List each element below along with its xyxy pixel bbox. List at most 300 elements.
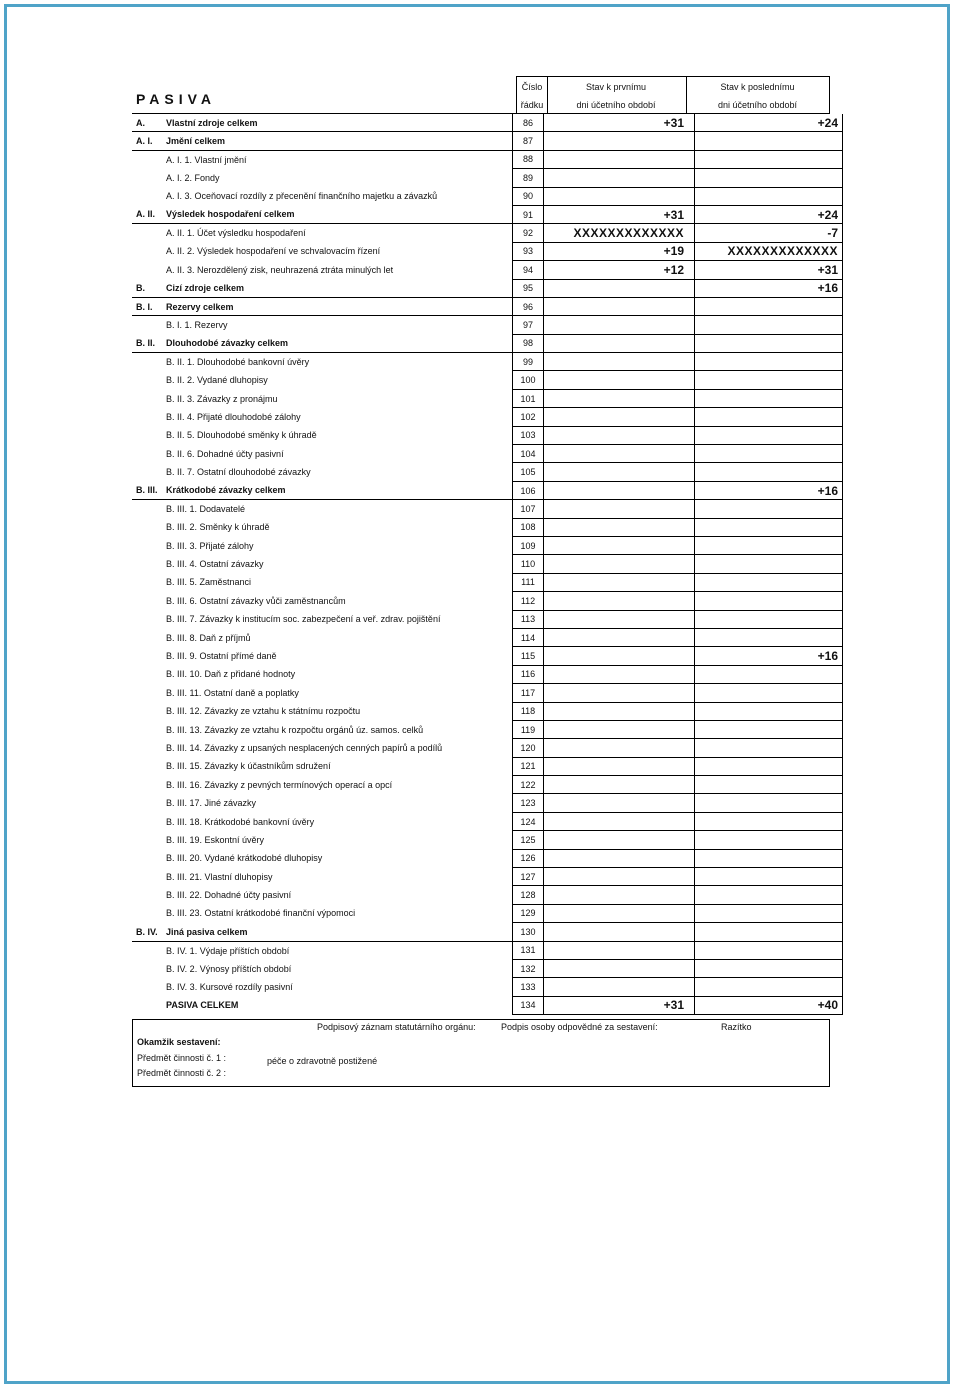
activity2-label: Předmět činnosti č. 2 :: [137, 1068, 227, 1079]
row-number: 131: [513, 941, 544, 959]
row-value-first-day: [544, 187, 695, 205]
table-row: [132, 408, 843, 426]
column-header-last-day: [686, 76, 830, 114]
row-value-last-day: [695, 518, 843, 536]
table-header: [132, 76, 830, 114]
row-code: B. IV.: [132, 923, 166, 941]
row-number: 126: [513, 849, 544, 867]
table-row: [132, 849, 843, 867]
row-code: [132, 371, 166, 389]
row-value-first-day: [544, 886, 695, 904]
row-name: B. III. 7. Závazky k institucím soc. zabezpečení a veř. zdrav. pojištění: [166, 614, 441, 625]
table-row: [132, 224, 843, 242]
table-row: [132, 150, 843, 168]
row-code: [132, 261, 166, 279]
row-number: 93: [513, 242, 544, 260]
row-name: B. II. 2. Vydané dluhopisy: [166, 375, 268, 386]
row-number: 103: [513, 426, 544, 444]
row-code: [132, 187, 166, 205]
row-value-last-day: [695, 353, 843, 371]
row-name: B. III. 5. Zaměstnanci: [166, 577, 252, 588]
row-value-first-day: [544, 389, 695, 407]
column-header-row-number-line2: řádku: [520, 100, 544, 110]
row-value-first-day: [544, 978, 695, 996]
row-code: [132, 665, 166, 683]
row-code: [132, 776, 166, 794]
table-row: [132, 923, 843, 941]
row-value-first-day: [544, 610, 695, 628]
row-value-last-day: [695, 812, 843, 830]
row-code: [132, 702, 166, 720]
row-value-last-day: +16: [695, 647, 843, 665]
row-value-first-day: +31: [544, 996, 695, 1014]
row-value-last-day: -7: [695, 224, 843, 242]
row-number: 107: [513, 500, 544, 518]
pasiva-table-body: [132, 114, 843, 1015]
row-number: 132: [513, 959, 544, 977]
row-value-last-day: +40: [695, 996, 843, 1014]
row-value-last-day: +24: [695, 205, 843, 223]
row-code: [132, 500, 166, 518]
row-number: 90: [513, 187, 544, 205]
row-value-last-day: [695, 868, 843, 886]
row-code: [132, 426, 166, 444]
row-value-first-day: [544, 959, 695, 977]
row-value-last-day: [695, 500, 843, 518]
row-number: 123: [513, 794, 544, 812]
table-row: [132, 555, 843, 573]
row-code: [132, 150, 166, 168]
stamp-label: Razítko: [721, 1022, 752, 1033]
row-code: [132, 647, 166, 665]
table-row: [132, 445, 843, 463]
row-value-last-day: +24: [695, 114, 843, 132]
row-value-first-day: [544, 353, 695, 371]
row-code: [132, 904, 166, 922]
row-value-first-day: [544, 757, 695, 775]
row-name: Rezervy celkem: [166, 297, 513, 315]
row-code: [132, 886, 166, 904]
row-name: B. III. 12. Závazky ze vztahu k státnímu rozpočtu: [166, 706, 361, 717]
row-code: [132, 610, 166, 628]
row-value-last-day: [695, 739, 843, 757]
row-number: 117: [513, 684, 544, 702]
row-name: B. III. 20. Vydané krátkodobé dluhopisy: [166, 853, 323, 864]
row-name: Krátkodobé závazky celkem: [166, 481, 513, 499]
row-value-first-day: [544, 831, 695, 849]
row-value-last-day: [695, 628, 843, 646]
table-row: [132, 684, 843, 702]
table-row: [132, 665, 843, 683]
row-value-first-day: [544, 739, 695, 757]
column-header-last-day-line2: dni účetního období: [717, 100, 798, 110]
row-code: [132, 996, 166, 1014]
table-row: [132, 647, 843, 665]
row-number: 94: [513, 261, 544, 279]
row-code: B. I.: [132, 297, 166, 315]
row-number: 134: [513, 996, 544, 1014]
row-value-first-day: [544, 720, 695, 738]
row-value-last-day: [695, 831, 843, 849]
row-value-last-day: [695, 334, 843, 352]
row-code: B. III.: [132, 481, 166, 499]
row-value-first-day: +12: [544, 261, 695, 279]
row-value-last-day: [695, 904, 843, 922]
row-code: [132, 684, 166, 702]
row-name: B. II. 5. Dlouhodobé směnky k úhradě: [166, 430, 317, 441]
table-row: [132, 500, 843, 518]
row-number: 113: [513, 610, 544, 628]
row-value-first-day: [544, 132, 695, 150]
row-value-last-day: +31: [695, 261, 843, 279]
signature-footer: [132, 1019, 830, 1087]
row-value-last-day: [695, 665, 843, 683]
table-row: [132, 573, 843, 591]
table-row: [132, 739, 843, 757]
row-code: [132, 224, 166, 242]
table-row: [132, 868, 843, 886]
row-name: B. III. 19. Eskontní úvěry: [166, 834, 265, 845]
row-value-first-day: [544, 684, 695, 702]
row-code: [132, 831, 166, 849]
row-code: [132, 794, 166, 812]
row-code: [132, 536, 166, 554]
table-row: [132, 114, 843, 132]
signature-responsible-label: Podpis osoby odpovědné za sestavení:: [501, 1022, 658, 1033]
table-row: [132, 978, 843, 996]
table-row: [132, 518, 843, 536]
row-number: 104: [513, 445, 544, 463]
row-name: Dlouhodobé závazky celkem: [166, 334, 513, 352]
row-number: 115: [513, 647, 544, 665]
signature-statutory-label: Podpisový záznam statutárního orgánu:: [317, 1022, 476, 1033]
row-code: [132, 408, 166, 426]
row-value-last-day: [695, 389, 843, 407]
row-number: 98: [513, 334, 544, 352]
row-number: 108: [513, 518, 544, 536]
table-row: [132, 757, 843, 775]
row-name: A. I. 1. Vlastní jmění: [166, 154, 247, 165]
row-value-first-day: [544, 592, 695, 610]
row-value-first-day: [544, 628, 695, 646]
row-name: B. III. 4. Ostatní závazky: [166, 559, 264, 570]
row-name: Jmění celkem: [166, 132, 513, 150]
row-name: B. I. 1. Rezervy: [166, 320, 228, 331]
row-value-first-day: [544, 665, 695, 683]
row-name: B. III. 17. Jiné závazky: [166, 798, 257, 809]
row-value-last-day: [695, 426, 843, 444]
row-value-first-day: +31: [544, 114, 695, 132]
row-value-first-day: [544, 812, 695, 830]
row-number: 101: [513, 389, 544, 407]
row-name: B. II. 3. Závazky z pronájmu: [166, 393, 278, 404]
table-row: [132, 132, 843, 150]
table-row: [132, 242, 843, 260]
row-number: 97: [513, 316, 544, 334]
balance-sheet-pasiva: [132, 76, 838, 1087]
row-value-first-day: [544, 500, 695, 518]
row-code: A.: [132, 114, 166, 132]
row-number: 99: [513, 353, 544, 371]
row-name: B. III. 14. Závazky z upsaných nesplacených cenných papírů a podílů: [166, 742, 443, 753]
row-value-first-day: [544, 169, 695, 187]
row-number: 125: [513, 831, 544, 849]
row-number: 92: [513, 224, 544, 242]
row-number: 114: [513, 628, 544, 646]
row-value-first-day: [544, 555, 695, 573]
row-number: 130: [513, 923, 544, 941]
row-code: [132, 978, 166, 996]
row-number: 88: [513, 150, 544, 168]
row-value-first-day: [544, 573, 695, 591]
row-value-last-day: [695, 536, 843, 554]
column-header-first-day: [546, 76, 687, 114]
row-number: 120: [513, 739, 544, 757]
row-value-last-day: [695, 408, 843, 426]
table-row: [132, 628, 843, 646]
row-value-last-day: [695, 187, 843, 205]
row-name: B. III. 1. Dodavatelé: [166, 504, 246, 515]
row-name: A. II. 3. Nerozdělený zisk, neuhrazená ztráta minulých let: [166, 264, 394, 275]
pasiva-table: [132, 114, 843, 1015]
table-row: [132, 794, 843, 812]
row-name: B. II. 1. Dlouhodobé bankovní úvěry: [166, 357, 310, 368]
row-code: [132, 353, 166, 371]
row-name: B. III. 9. Ostatní přímé daně: [166, 651, 277, 662]
row-number: 91: [513, 205, 544, 223]
row-name: B. III. 13. Závazky ze vztahu k rozpočtu orgánů úz. samos. celků: [166, 724, 424, 735]
row-code: [132, 720, 166, 738]
row-name: Vlastní zdroje celkem: [166, 114, 513, 132]
row-code: [132, 941, 166, 959]
row-code: [132, 573, 166, 591]
row-name: A. I. 2. Fondy: [166, 172, 220, 183]
row-value-last-day: XXXXXXXXXXXXX: [695, 242, 843, 260]
row-value-first-day: [544, 776, 695, 794]
table-row: [132, 353, 843, 371]
column-header-row-number: [516, 76, 548, 114]
row-value-last-day: [695, 297, 843, 315]
table-row: [132, 610, 843, 628]
table-row: [132, 941, 843, 959]
table-row: [132, 334, 843, 352]
row-value-last-day: [695, 923, 843, 941]
row-value-last-day: [695, 573, 843, 591]
row-number: 127: [513, 868, 544, 886]
row-number: 86: [513, 114, 544, 132]
row-code: [132, 518, 166, 536]
row-code: [132, 959, 166, 977]
row-value-first-day: [544, 923, 695, 941]
row-name: PASIVA CELKEM: [166, 1000, 239, 1011]
row-value-first-day: [544, 279, 695, 297]
row-code: [132, 868, 166, 886]
table-row: [132, 389, 843, 407]
row-name: B. III. 3. Přijaté zálohy: [166, 540, 254, 551]
row-number: 124: [513, 812, 544, 830]
row-value-first-day: [544, 794, 695, 812]
row-name: A. II. 2. Výsledek hospodaření ve schvalovacím řízení: [166, 246, 381, 257]
row-value-first-day: +31: [544, 205, 695, 223]
table-row: [132, 904, 843, 922]
row-code: [132, 169, 166, 187]
row-number: 121: [513, 757, 544, 775]
row-code: [132, 739, 166, 757]
row-value-first-day: [544, 941, 695, 959]
row-value-last-day: [695, 684, 843, 702]
table-row: [132, 205, 843, 223]
row-name: B. II. 6. Dohadné účty pasivní: [166, 448, 284, 459]
row-code: A. II.: [132, 205, 166, 223]
table-row: [132, 702, 843, 720]
row-value-first-day: [544, 408, 695, 426]
row-name: B. IV. 1. Výdaje příštích období: [166, 945, 290, 956]
row-number: 105: [513, 463, 544, 481]
column-header-first-day-line2: dni účetního období: [576, 100, 656, 110]
table-row: [132, 959, 843, 977]
row-code: A. I.: [132, 132, 166, 150]
table-row: [132, 831, 843, 849]
row-name: B. III. 22. Dohadné účty pasivní: [166, 890, 292, 901]
row-number: 87: [513, 132, 544, 150]
row-value-first-day: [544, 868, 695, 886]
row-number: 96: [513, 297, 544, 315]
row-name: Jiná pasiva celkem: [166, 923, 513, 941]
table-row: [132, 371, 843, 389]
row-number: 128: [513, 886, 544, 904]
row-value-first-day: [544, 481, 695, 499]
row-value-last-day: [695, 886, 843, 904]
column-header-last-day-line1: Stav k poslednímu: [720, 82, 795, 92]
row-name: B. IV. 3. Kursové rozdíly pasivní: [166, 982, 293, 993]
row-name: B. IV. 2. Výnosy příštích období: [166, 963, 292, 974]
row-code: [132, 389, 166, 407]
row-value-last-day: [695, 941, 843, 959]
row-value-last-day: [695, 592, 843, 610]
table-row: [132, 426, 843, 444]
row-value-last-day: [695, 169, 843, 187]
table-row: [132, 463, 843, 481]
row-code: [132, 849, 166, 867]
row-number: 122: [513, 776, 544, 794]
table-row: [132, 592, 843, 610]
row-name: B. II. 4. Přijaté dlouhodobé zálohy: [166, 411, 301, 422]
table-row: [132, 536, 843, 554]
table-row: [132, 169, 843, 187]
row-value-first-day: [544, 445, 695, 463]
row-value-last-day: [695, 757, 843, 775]
row-number: 100: [513, 371, 544, 389]
row-value-last-day: [695, 555, 843, 573]
row-value-first-day: [544, 536, 695, 554]
page-title: PASIVA: [136, 91, 217, 107]
row-name: Výsledek hospodaření celkem: [166, 205, 513, 223]
table-row: [132, 776, 843, 794]
row-value-first-day: [544, 316, 695, 334]
row-value-first-day: [544, 904, 695, 922]
table-row: [132, 261, 843, 279]
row-code: [132, 592, 166, 610]
row-value-last-day: [695, 132, 843, 150]
row-value-last-day: [695, 445, 843, 463]
row-code: [132, 242, 166, 260]
activity1-label: Předmět činnosti č. 1 :: [137, 1053, 227, 1064]
row-code: [132, 628, 166, 646]
table-row: [132, 297, 843, 315]
row-name: B. III. 16. Závazky z pevných termínových operací a opcí: [166, 779, 393, 790]
row-value-last-day: +16: [695, 481, 843, 499]
row-number: 129: [513, 904, 544, 922]
row-number: 95: [513, 279, 544, 297]
row-number: 119: [513, 720, 544, 738]
row-name: Cizí zdroje celkem: [166, 279, 513, 297]
row-value-last-day: [695, 959, 843, 977]
row-value-last-day: [695, 463, 843, 481]
activity1-value: péče o zdravotně postižené: [267, 1056, 378, 1067]
row-name: B. III. 2. Směnky k úhradě: [166, 522, 270, 533]
row-value-last-day: [695, 849, 843, 867]
row-number: 109: [513, 536, 544, 554]
row-name: B. III. 8. Daň z příjmů: [166, 632, 251, 643]
row-name: B. III. 10. Daň z přidané hodnoty: [166, 669, 296, 680]
row-value-last-day: [695, 371, 843, 389]
row-number: 133: [513, 978, 544, 996]
row-code: [132, 812, 166, 830]
row-value-first-day: [544, 150, 695, 168]
row-name: A. I. 3. Oceňovací rozdíly z přecenění finančního majetku a závazků: [166, 191, 438, 202]
row-value-last-day: [695, 316, 843, 334]
row-value-last-day: [695, 610, 843, 628]
row-name: B. III. 11. Ostatní daně a poplatky: [166, 687, 299, 698]
row-number: 116: [513, 665, 544, 683]
column-header-first-day-line1: Stav k prvnímu: [585, 82, 647, 92]
row-value-first-day: [544, 426, 695, 444]
row-value-first-day: [544, 518, 695, 536]
row-value-last-day: [695, 150, 843, 168]
row-number: 106: [513, 481, 544, 499]
row-code: [132, 757, 166, 775]
table-row: [132, 886, 843, 904]
row-name: A. II. 1. Účet výsledku hospodaření: [166, 228, 306, 239]
table-row: [132, 720, 843, 738]
row-name: B. II. 7. Ostatní dlouhodobé závazky: [166, 467, 311, 478]
row-value-last-day: [695, 776, 843, 794]
row-value-first-day: [544, 297, 695, 315]
row-code: [132, 445, 166, 463]
row-code: B. II.: [132, 334, 166, 352]
row-value-last-day: [695, 794, 843, 812]
row-code: [132, 316, 166, 334]
row-name: B. III. 18. Krátkodobé bankovní úvěry: [166, 816, 315, 827]
table-row: [132, 187, 843, 205]
row-value-first-day: [544, 849, 695, 867]
row-value-first-day: [544, 334, 695, 352]
row-number: 111: [513, 573, 544, 591]
row-number: 112: [513, 592, 544, 610]
row-number: 102: [513, 408, 544, 426]
row-value-first-day: XXXXXXXXXXXXX: [544, 224, 695, 242]
table-row: [132, 481, 843, 499]
row-value-last-day: [695, 702, 843, 720]
row-code: [132, 463, 166, 481]
row-value-first-day: +19: [544, 242, 695, 260]
row-name: B. III. 15. Závazky k účastníkům sdružení: [166, 761, 331, 772]
row-value-first-day: [544, 463, 695, 481]
row-value-first-day: [544, 647, 695, 665]
row-value-last-day: +16: [695, 279, 843, 297]
column-header-row-number-line1: Číslo: [521, 82, 543, 92]
row-value-last-day: [695, 978, 843, 996]
